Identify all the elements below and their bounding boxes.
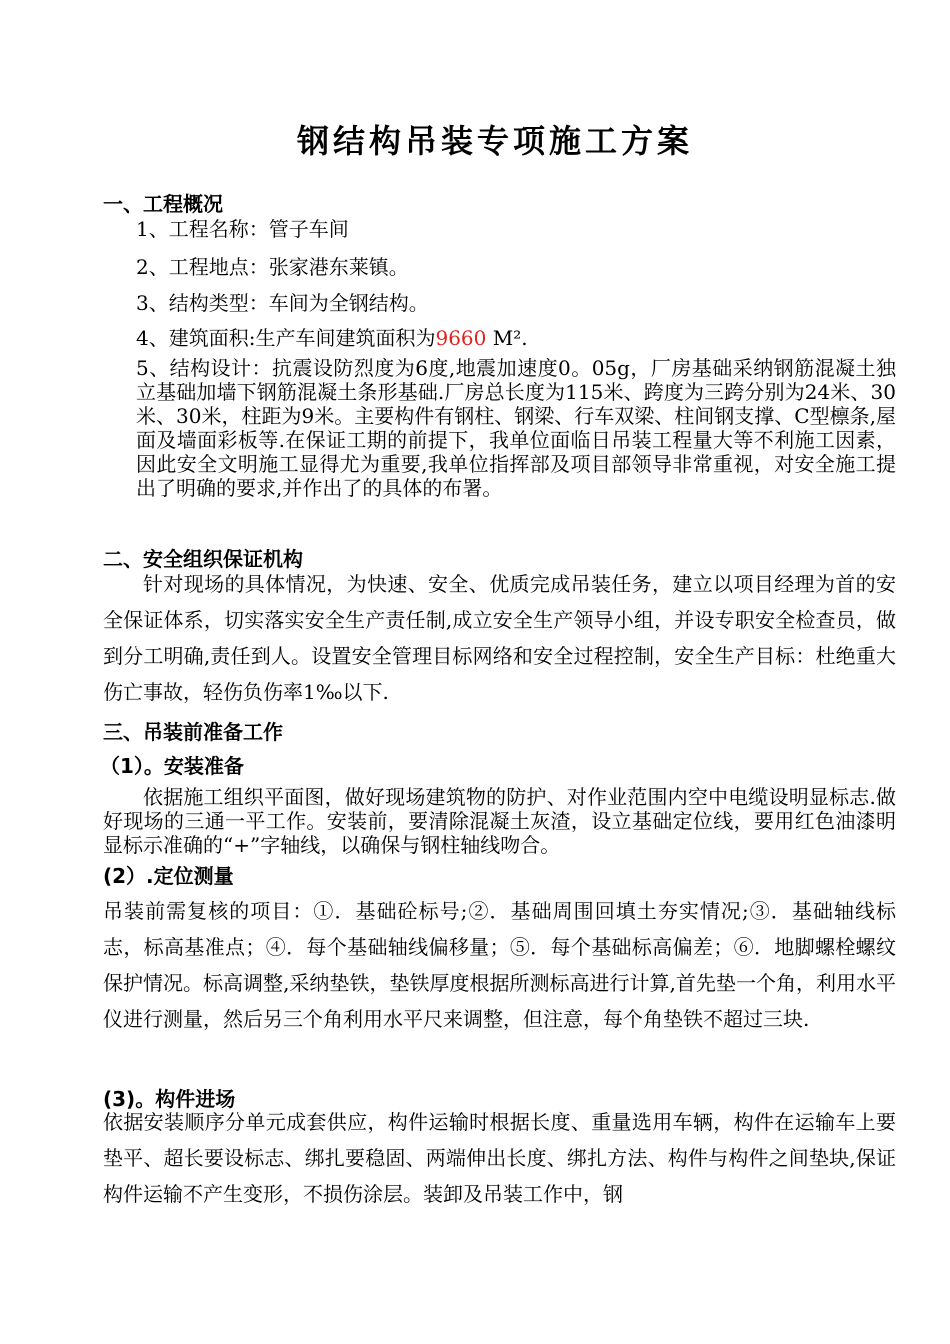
positioning-survey-body: 吊装前需复核的项目：①．基础砼标号;②．基础周围回填土夯实情况;③．基础轴线标志，标高基准点；④．每个基础轴线偏移量；⑤．每个基础标高偏差；⑥．地脚螺栓螺纹保护情况。标高调整,采纳垫铁，垫铁厚度根据所测标高进行计算,首先垫一个角，利用水平仪进行测量，然后另三个角利用水平尺来调整，但注意，每个角垫铁不超过三块.	[103, 899, 896, 1031]
section-heading-overview: 一、工程概况	[103, 192, 223, 216]
item-building-area	[136, 322, 528, 351]
document-title: 钢结构吊装专项施工方案	[296, 122, 693, 160]
component-entry-body: 依据安装顺序分单元成套供应，构件运输时根据长度、重量选用车辆，构件在运输车上要垫平、超长要设标志、绑扎要稳固、两端伸出长度、绑扎方法、构件与构件之间垫块,保证构件运输不产生变形，不损伤涂层。装卸及吊装工作中，钢	[103, 1110, 896, 1206]
building-area-value: 9660	[435, 326, 487, 350]
item-project-name: 1、工程名称：管子车间	[136, 217, 349, 241]
building-area-prefix: 4、建筑面积:生产车间建筑面积为	[136, 326, 436, 350]
installation-prep-body: 依据施工组织平面图，做好现场建筑物的防护、对作业范围内空中电缆设明显标志.做好现场的三通一平工作。安装前，要清除混凝土灰渣，设立基础定位线，要用红色油漆明显标示准确的“+”字轴线，以确保与钢柱轴线吻合。	[103, 785, 896, 857]
subheading-positioning-survey: (2）.定位测量	[103, 864, 234, 888]
item-project-location: 2、工程地点：张家港东莱镇。	[136, 255, 409, 279]
item-structure-design: 5、结构设计：抗震设防烈度为6度,地震加速度0。05g，厂房基础采纳钢筋混凝土独立基础加墙下钢筋混凝土条形基础.厂房总长度为115米、跨度为三跨分别为24米、30米、30米，柱距为9米。主要构件有钢柱、钢梁、行车双梁、柱间钢支撑、C型檩条,屋面及墙面彩板等.在保证工期的前提下，我单位面临日吊装工程量大等不利施工因素，因此安全文明施工显得尤为重要,我单位指挥部及项目部领导非常重视，对安全施工提出了明确的要求,并作出了的具体的布署。	[136, 356, 896, 500]
section-heading-preparation: 三、吊装前准备工作	[103, 720, 283, 744]
building-area-suffix: M².	[486, 326, 528, 350]
safety-organization-body: 针对现场的具体情况，为快速、安全、优质完成吊装任务，建立以项目经理为首的安全保证体系，切实落实安全生产责任制,成立安全生产领导小组，并设专职安全检查员，做到分工明确,责任到人。设置安全管理目标网络和安全过程控制，安全生产目标：杜绝重大伤亡事故，轻伤负伤率1‰以下.	[103, 572, 896, 704]
section-heading-safety-organization: 二、安全组织保证机构	[103, 547, 303, 571]
item-structure-type: 3、结构类型：车间为全钢结构。	[136, 291, 429, 315]
subheading-component-entry: (3)。构件进场	[103, 1087, 236, 1111]
subheading-installation-prep: （1）。安装准备	[100, 754, 244, 778]
